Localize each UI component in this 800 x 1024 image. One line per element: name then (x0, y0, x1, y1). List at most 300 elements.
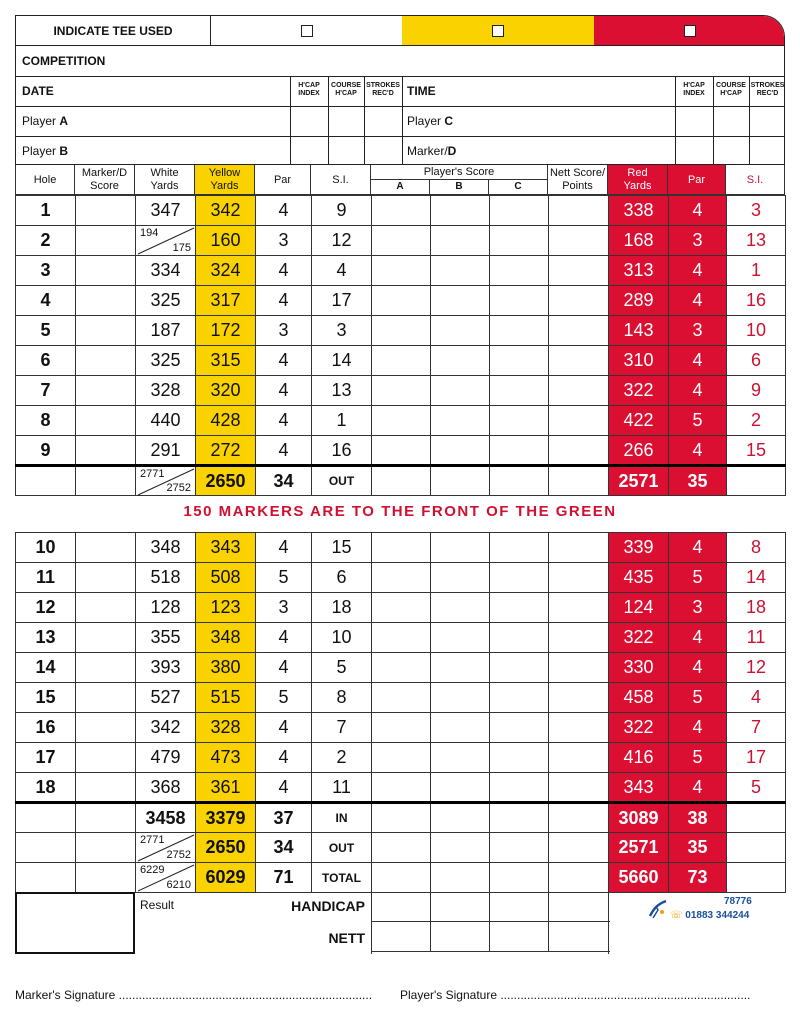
player-b-score[interactable] (431, 196, 490, 226)
handicap-c[interactable] (490, 892, 549, 921)
out-yellow: 2650 (196, 466, 256, 496)
marker-signature[interactable]: Marker's Signature ............................................................................ (15, 988, 373, 1002)
player-c-label: Player C (407, 114, 454, 128)
player-b-score[interactable] (431, 623, 490, 653)
total-red-par: 73 (669, 863, 727, 893)
player-c-score[interactable] (490, 316, 549, 346)
in-row (16, 803, 786, 833)
white-yards: 527 (136, 683, 196, 713)
stroke-index: 14 (312, 346, 372, 376)
yellow-yards: 508 (196, 563, 256, 593)
hole-number: 16 (16, 713, 76, 743)
player-a-score[interactable] (372, 226, 431, 256)
red-par: 5 (669, 683, 727, 713)
out-nett[interactable] (549, 466, 609, 496)
player-c-score[interactable] (490, 623, 549, 653)
nett-score[interactable] (549, 773, 609, 803)
nett-score[interactable] (549, 436, 609, 466)
hole-number: 13 (16, 623, 76, 653)
out2-label: OUT (312, 833, 372, 863)
red-par: 3 (669, 593, 727, 623)
nett-score[interactable] (549, 713, 609, 743)
hole-row (16, 743, 786, 773)
course-hcap-right: COURSE H'CAP (716, 82, 746, 97)
stroke-index: 9 (312, 196, 372, 226)
red-yards: 322 (609, 376, 669, 406)
stroke-index: 12 (312, 226, 372, 256)
red-par: 5 (669, 406, 727, 436)
player-a-score[interactable] (372, 533, 431, 563)
total-white-cell: 6229 6210 (136, 863, 196, 893)
player-a-score[interactable] (372, 683, 431, 713)
course-hcap-left: COURSE H'CAP (331, 82, 361, 97)
yellow-yards: 348 (196, 623, 256, 653)
marker-score-input[interactable] (76, 563, 136, 593)
red-yards: 313 (609, 256, 669, 286)
player-b-score[interactable] (431, 773, 490, 803)
player-b-score[interactable] (431, 713, 490, 743)
par: 5 (256, 563, 312, 593)
handicap-nett-grid (371, 892, 609, 954)
out-row (16, 466, 786, 496)
red-tee-checkbox[interactable] (684, 25, 696, 37)
red-par: 3 (669, 316, 727, 346)
yellow-yards: 342 (196, 196, 256, 226)
player-a-score[interactable] (372, 286, 431, 316)
player-c-score[interactable] (490, 196, 549, 226)
player-c-score[interactable] (490, 653, 549, 683)
player-a-score[interactable] (372, 743, 431, 773)
marker-score-input[interactable] (76, 346, 136, 376)
red-stroke-index: 2 (727, 406, 786, 436)
player-c-score[interactable] (490, 286, 549, 316)
front-nine-table (15, 195, 786, 496)
white-yards: 440 (136, 406, 196, 436)
yellow-yards: 315 (196, 346, 256, 376)
total-yellow: 6029 (196, 863, 256, 893)
white-yards: 291 (136, 436, 196, 466)
nett-score[interactable] (549, 286, 609, 316)
marker-score-input[interactable] (76, 196, 136, 226)
hole-number: 6 (16, 346, 76, 376)
hole-number: 18 (16, 773, 76, 803)
player-a-score[interactable] (372, 406, 431, 436)
stroke-index: 11 (312, 773, 372, 803)
yellow-yards: 328 (196, 713, 256, 743)
player-a-score[interactable] (372, 346, 431, 376)
red-yards: 168 (609, 226, 669, 256)
golfer-logo-icon (648, 898, 668, 920)
player-b-score[interactable] (431, 743, 490, 773)
red-stroke-index: 17 (727, 743, 786, 773)
in-red-par: 38 (669, 803, 727, 833)
stroke-index: 5 (312, 653, 372, 683)
in-a[interactable] (372, 803, 431, 833)
hole-number: 7 (16, 376, 76, 406)
result-label: Result (140, 898, 175, 912)
red-yards: 322 (609, 623, 669, 653)
red-yards: 343 (609, 773, 669, 803)
player-a-score[interactable] (372, 773, 431, 803)
player-b-score[interactable] (431, 256, 490, 286)
stroke-index: 3 (312, 316, 372, 346)
nett-a[interactable] (372, 922, 431, 951)
marker-score-input[interactable] (76, 593, 136, 623)
hole-row (16, 436, 786, 466)
red-par: 4 (669, 713, 727, 743)
marker-score-input[interactable] (76, 683, 136, 713)
total-nett[interactable] (549, 863, 609, 893)
player-c-input[interactable] (466, 106, 671, 134)
yellow-yards: 361 (196, 773, 256, 803)
yellow-yards: 320 (196, 376, 256, 406)
player-c-score[interactable] (490, 533, 549, 563)
out2-yellow: 2650 (196, 833, 256, 863)
red-par: 4 (669, 773, 727, 803)
par: 4 (256, 436, 312, 466)
tee-red-option[interactable] (594, 16, 785, 46)
result-box[interactable] (15, 892, 135, 954)
marker-score-input[interactable] (76, 713, 136, 743)
player-b-score[interactable] (431, 376, 490, 406)
yellow-yards: 515 (196, 683, 256, 713)
par: 4 (256, 286, 312, 316)
white-yards: 355 (136, 623, 196, 653)
nett-score[interactable] (549, 196, 609, 226)
handicap-a[interactable] (372, 892, 431, 921)
white-yards: 334 (136, 256, 196, 286)
nett-score[interactable] (549, 593, 609, 623)
par: 4 (256, 256, 312, 286)
player-c-score[interactable] (490, 406, 549, 436)
nett-score[interactable] (549, 683, 609, 713)
player-a-score[interactable] (372, 563, 431, 593)
par: 4 (256, 406, 312, 436)
red-yards: 266 (609, 436, 669, 466)
player-b-score[interactable] (431, 406, 490, 436)
player-a-score[interactable] (372, 436, 431, 466)
player-b-score[interactable] (431, 436, 490, 466)
out2-c[interactable] (490, 833, 549, 863)
total-label: TOTAL (312, 863, 372, 893)
marker-d-label: Marker/D (407, 144, 457, 158)
out2-par: 34 (256, 833, 312, 863)
white-yards: 128 (136, 593, 196, 623)
player-a-input[interactable] (76, 106, 286, 134)
red-par: 4 (669, 376, 727, 406)
total-c[interactable] (490, 863, 549, 893)
logo-phone: ☏ 01883 344244 (670, 910, 750, 921)
total-row (16, 863, 786, 893)
marker-score-input[interactable] (76, 406, 136, 436)
out2-red-par: 35 (669, 833, 727, 863)
strokes-recd-right: STROKES REC'D (750, 82, 785, 97)
player-a-score[interactable] (372, 713, 431, 743)
hole-number: 9 (16, 436, 76, 466)
yellow-yards: 428 (196, 406, 256, 436)
red-yards: 338 (609, 196, 669, 226)
hole-number: 10 (16, 533, 76, 563)
hole-number: 2 (16, 226, 76, 256)
nett-score[interactable] (549, 376, 609, 406)
par: 4 (256, 773, 312, 803)
nett-score[interactable] (549, 563, 609, 593)
col-b: B (430, 180, 489, 194)
markers-notice: 150 MARKERS ARE TO THE FRONT OF THE GREEN (183, 503, 617, 520)
nett-score[interactable] (549, 346, 609, 376)
in-marker-cell[interactable] (76, 803, 136, 833)
red-par: 4 (669, 653, 727, 683)
col-players-score: Player's Score A B C (371, 165, 548, 195)
out2-nett[interactable] (549, 833, 609, 863)
player-b-score[interactable] (431, 653, 490, 683)
hole-row (16, 623, 786, 653)
hole-row (16, 563, 786, 593)
hole-row (16, 713, 786, 743)
out-a[interactable] (372, 466, 431, 496)
red-stroke-index: 16 (727, 286, 786, 316)
hole-row (16, 376, 786, 406)
player-c-score[interactable] (490, 226, 549, 256)
nett-score[interactable] (549, 743, 609, 773)
nett-b[interactable] (431, 922, 490, 951)
white-yards: 368 (136, 773, 196, 803)
in-par: 37 (256, 803, 312, 833)
hole-row (16, 346, 786, 376)
competition-label: COMPETITION (22, 54, 106, 68)
player-c-score[interactable] (490, 563, 549, 593)
red-yards: 289 (609, 286, 669, 316)
player-signature[interactable]: Player's Signature ........................................................................... (400, 988, 751, 1002)
date-label: DATE (22, 84, 54, 98)
in-yellow: 3379 (196, 803, 256, 833)
nett-score[interactable] (549, 623, 609, 653)
player-c-score[interactable] (490, 743, 549, 773)
out-row-2 (16, 833, 786, 863)
total-marker-cell[interactable] (76, 863, 136, 893)
total-b[interactable] (431, 863, 490, 893)
header-frame (15, 15, 785, 165)
stroke-index: 10 (312, 623, 372, 653)
hcap-index-right: H'CAP INDEX (683, 82, 705, 97)
marker-score-input[interactable] (76, 773, 136, 803)
par: 4 (256, 623, 312, 653)
in-b[interactable] (431, 803, 490, 833)
white-yards: 342 (136, 713, 196, 743)
col-yellow: Yellow Yards (195, 165, 255, 195)
in-c[interactable] (490, 803, 549, 833)
white-yards: 325 (136, 346, 196, 376)
hole-number: 8 (16, 406, 76, 436)
hole-number: 4 (16, 286, 76, 316)
player-b-score[interactable] (431, 316, 490, 346)
col-red-si: S.I. (726, 165, 785, 195)
hole-row (16, 196, 786, 226)
red-par: 4 (669, 196, 727, 226)
red-par: 4 (669, 346, 727, 376)
player-a-score[interactable] (372, 653, 431, 683)
marker-d-input[interactable] (466, 136, 671, 164)
par: 4 (256, 376, 312, 406)
hole-row (16, 286, 786, 316)
player-b-score[interactable] (431, 563, 490, 593)
yellow-yards: 343 (196, 533, 256, 563)
nett-nett[interactable] (549, 922, 608, 951)
player-c-score[interactable] (490, 683, 549, 713)
stroke-index: 7 (312, 713, 372, 743)
player-b-input[interactable] (76, 136, 286, 164)
nett-score[interactable] (549, 653, 609, 683)
white-tee-checkbox[interactable] (301, 25, 313, 37)
hole-number: 3 (16, 256, 76, 286)
stroke-index: 16 (312, 436, 372, 466)
stroke-index: 17 (312, 286, 372, 316)
yellow-yards: 380 (196, 653, 256, 683)
hole-number: 5 (16, 316, 76, 346)
player-a-score[interactable] (372, 623, 431, 653)
white-yards: 347 (136, 196, 196, 226)
player-b-score[interactable] (431, 533, 490, 563)
player-c-score[interactable] (490, 346, 549, 376)
hole-number: 1 (16, 196, 76, 226)
red-stroke-index: 12 (727, 653, 786, 683)
player-c-score[interactable] (490, 713, 549, 743)
red-stroke-index: 18 (727, 593, 786, 623)
hole-row (16, 226, 786, 256)
out-b[interactable] (431, 466, 490, 496)
nett-score[interactable] (549, 533, 609, 563)
nett-c[interactable] (490, 922, 549, 951)
player-b-score[interactable] (431, 683, 490, 713)
col-par: Par (255, 165, 311, 195)
white-yards: 479 (136, 743, 196, 773)
white-yards: 325 (136, 286, 196, 316)
player-b-score[interactable] (431, 346, 490, 376)
stroke-index: 13 (312, 376, 372, 406)
total-red: 5660 (609, 863, 669, 893)
col-c: C (514, 181, 522, 192)
col-red-par: Par (668, 165, 726, 195)
red-stroke-index: 4 (727, 683, 786, 713)
in-nett[interactable] (549, 803, 609, 833)
red-yards: 322 (609, 713, 669, 743)
marker-score-input[interactable] (76, 623, 136, 653)
hole-row (16, 533, 786, 563)
out2-a[interactable] (372, 833, 431, 863)
col-hole: Hole (15, 165, 75, 195)
column-header (15, 165, 785, 195)
marker-score-input[interactable] (76, 533, 136, 563)
marker-score-input[interactable] (76, 436, 136, 466)
nett-score[interactable] (549, 256, 609, 286)
out-red: 2571 (609, 466, 669, 496)
red-par: 5 (669, 743, 727, 773)
player-a-score[interactable] (372, 196, 431, 226)
marker-score-input[interactable] (76, 743, 136, 773)
nett-score[interactable] (549, 226, 609, 256)
hole-row (16, 683, 786, 713)
red-stroke-index: 14 (727, 563, 786, 593)
out-par: 34 (256, 466, 312, 496)
red-yards: 330 (609, 653, 669, 683)
out-marker-cell[interactable] (76, 466, 136, 496)
total-a[interactable] (372, 863, 431, 893)
player-c-score[interactable] (490, 436, 549, 466)
hole-row (16, 773, 786, 803)
in-red: 3089 (609, 803, 669, 833)
tee-white-option[interactable] (211, 16, 402, 46)
out-c[interactable] (490, 466, 549, 496)
par: 3 (256, 316, 312, 346)
par: 5 (256, 683, 312, 713)
red-par: 4 (669, 623, 727, 653)
red-yards: 143 (609, 316, 669, 346)
player-c-score[interactable] (490, 593, 549, 623)
hole-row (16, 256, 786, 286)
strokes-recd-left: STROKES REC'D (366, 82, 400, 97)
out2-b[interactable] (431, 833, 490, 863)
col-marker: Marker/D Score (75, 165, 135, 195)
yellow-yards: 123 (196, 593, 256, 623)
player-c-score[interactable] (490, 376, 549, 406)
red-yards: 124 (609, 593, 669, 623)
player-b-label: Player B (22, 144, 69, 158)
par: 4 (256, 533, 312, 563)
white-yards: 393 (136, 653, 196, 683)
nett-score[interactable] (549, 316, 609, 346)
player-b-score[interactable] (431, 593, 490, 623)
marker-score-input[interactable] (76, 376, 136, 406)
player-b-score[interactable] (431, 226, 490, 256)
col-si: S.I. (311, 165, 371, 195)
marker-score-input[interactable] (76, 653, 136, 683)
yellow-yards: 160 (196, 226, 256, 256)
out2-marker-cell[interactable] (76, 833, 136, 863)
total-par: 71 (256, 863, 312, 893)
player-c-score[interactable] (490, 256, 549, 286)
stroke-index: 2 (312, 743, 372, 773)
yellow-tee-checkbox[interactable] (492, 25, 504, 37)
col-red: Red Yards (608, 165, 668, 195)
marker-score-input[interactable] (76, 256, 136, 286)
marker-score-input[interactable] (76, 316, 136, 346)
red-yards: 435 (609, 563, 669, 593)
player-c-score[interactable] (490, 773, 549, 803)
yellow-yards: 317 (196, 286, 256, 316)
col-white: White Yards (135, 165, 195, 195)
player-a-score[interactable] (372, 256, 431, 286)
red-par: 4 (669, 436, 727, 466)
red-stroke-index: 9 (727, 376, 786, 406)
player-a-score[interactable] (372, 593, 431, 623)
player-a-score[interactable] (372, 316, 431, 346)
marker-score-input[interactable] (76, 286, 136, 316)
par: 4 (256, 346, 312, 376)
nett-score[interactable] (549, 406, 609, 436)
player-a-score[interactable] (372, 376, 431, 406)
out2-white-cell: 2771 2752 (136, 833, 196, 863)
hole-row (16, 406, 786, 436)
tee-yellow-option[interactable] (402, 16, 594, 46)
handicap-nett[interactable] (549, 892, 608, 921)
player-b-score[interactable] (431, 286, 490, 316)
handicap-b[interactable] (431, 892, 490, 921)
red-par: 3 (669, 226, 727, 256)
marker-score-input[interactable] (76, 226, 136, 256)
hole-row (16, 316, 786, 346)
red-stroke-index: 5 (727, 773, 786, 803)
par: 3 (256, 593, 312, 623)
